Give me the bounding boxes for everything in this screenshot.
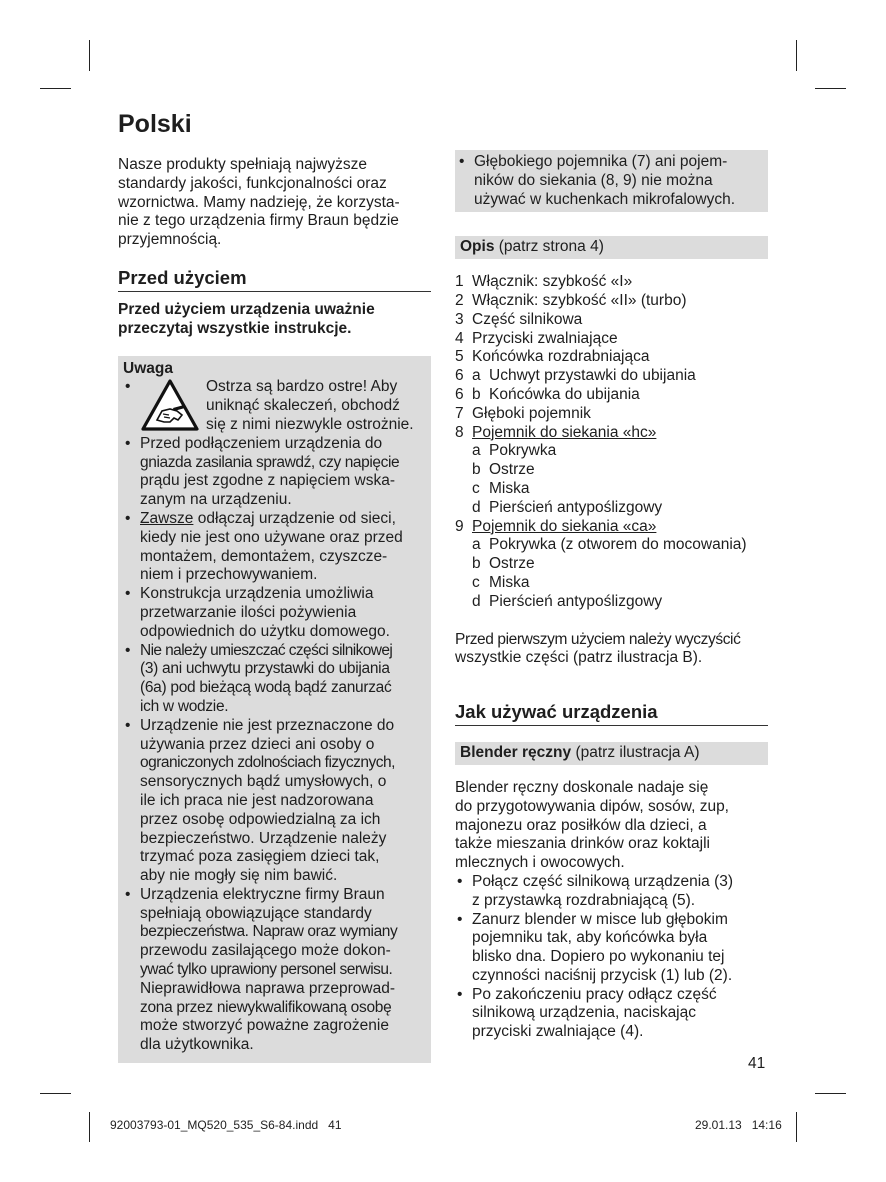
list-item: c Miska (472, 573, 530, 591)
first-use-note: Przed pierwszym użyciem należy wyczyścić wszystkie części (patrz ilustracja B). (455, 630, 741, 667)
crop-mark (796, 1112, 797, 1142)
list-item: • Połącz część silnikową urządzenia (3) z przystawką rozdrabniającą (5). (455, 873, 768, 911)
list-item: 2 Włącznik: szybkość «II» (turbo) (455, 291, 687, 309)
list-item: • Zanurz blender w misce lub głębokim pojemniku tak, aby końcówka była blisko dna. Dopiero po wykonaniu tej czynności naciśnij przycisk (1) lub (2). (455, 911, 768, 986)
crop-mark (89, 1112, 90, 1142)
blender-steps (455, 873, 768, 1042)
list-item: c Miska (472, 479, 530, 497)
list-item: 6 a Uchwyt przystawki do ubijania (455, 367, 696, 385)
right-column (455, 150, 768, 1042)
list-item: • Urządzenia elektryczne firmy Braun spełniają obowiązujące standardy bezpieczeństwa. Napraw oraz wymiany przewodu zasilającego może dokon- ywać tylko uprawiony personel serwisu. Nieprawidłowa naprawa przeprowad- zona przez niewykwalifikowaną osobę może stworzyć poważne zagrożenie dla użytkownika. (123, 886, 427, 1055)
crop-mark (815, 1093, 846, 1094)
list-item: • Nie należy umieszczać części silnikowej (3) ani uchwytu przystawki do ubijania (6a) pod bieżącą wodą bądź zanurzać ich w wodzie. (123, 642, 427, 717)
opis-reference: (patrz strona 4) (494, 238, 604, 256)
crop-mark (40, 88, 71, 89)
section-heading-przed-uzyciem: Przed użyciem (118, 266, 431, 292)
list-item: 4 Przyciski zwalniające (455, 329, 618, 347)
crop-mark (796, 40, 797, 71)
crop-mark (89, 40, 90, 71)
microwave-warning-box (455, 150, 768, 212)
list-item: d Pierścień antypoślizgowy (472, 498, 663, 516)
list-item: 5 Końcówka rozdrabniająca (455, 348, 650, 366)
list-item: • Ostrza są bardzo ostre! Aby uniknąć skaleczeń, obchodź się z nimi niezwykle ostrożnie. (123, 378, 427, 434)
warning-list (123, 378, 427, 1055)
page-title: Polski (118, 110, 192, 138)
list-item: • Przed podłączeniem urządzenia do gniazda zasilania sprawdź, czy napięcie prądu jest zgodne z napięciem wska- zanym na urządzeniu. (123, 435, 427, 510)
read-instructions-notice: Przed użyciem urządzenia uważnie przeczytaj wszystkie instrukcje. (118, 300, 375, 337)
list-item: • Zawsze odłączaj urządzenie od sieci, kiedy nie jest ono używane oraz przed montażem, demontażem, czyszcze- niem i przechowywaniem. (123, 510, 427, 585)
section-heading-jak-uzywac: Jak używać urządzenia (455, 700, 768, 726)
list-item: 9 Pojemnik do siekania «ca» (455, 517, 657, 535)
left-column (118, 110, 431, 1063)
crop-mark (40, 1093, 71, 1094)
list-item: 7 Głęboki pojemnik (455, 404, 591, 422)
blender-intro: Blender ręczny doskonale nadaje się do przygotowywania dipów, sosów, zup, majonezu oraz posiłków dla dzieci, a także mieszania drinków oraz koktajli mlecznych i owocowych. (455, 778, 729, 872)
intro-paragraph: Nasze produkty spełniają najwyższe standardy jakości, funkcjonalności oraz wzornictwa. Mamy nadzieję, że korzysta- nie z tego urządzenia firmy Braun będzie przyjemnością. (118, 156, 400, 249)
list-item: • Konstrukcja urządzenia umożliwia przetwarzanie ilości pożywienia odpowiednich do użytku domowego. (123, 585, 427, 641)
blade-hand-warning-icon (140, 378, 202, 434)
list-item: b Ostrze (472, 461, 535, 479)
list-item: 6 b Końcówka do ubijania (455, 385, 640, 403)
list-item: b Ostrze (472, 555, 535, 573)
list-item: d Pierścień antypoślizgowy (472, 592, 663, 610)
list-item: • Po zakończeniu pracy odłącz część silnikową urządzenia, naciskając przyciski zwalniające (4). (455, 986, 768, 1042)
opis-title: Opis (460, 238, 495, 256)
page-number: 41 (748, 1055, 766, 1072)
list-item: 3 Część silnikowa (455, 310, 583, 328)
warning-box (118, 356, 431, 1063)
list-item: • Urządzenie nie jest przeznaczone do używania przez dzieci ani osoby o ograniczonych zdolnościach fizycznych, sensorycznych bądź umysłowych, o ile ich praca nie jest nadzorowana przez osobę odpowiedzialną za ich bezpieczeństwo. Urządzenie należy trzymać poza zasięgiem dzieci tak, aby nie mogły się nim bawić. (123, 717, 427, 886)
list-item: a Pokrywka (z otworem do mocowania) (472, 536, 747, 554)
warning-title: Uwaga (123, 359, 173, 377)
crop-mark (815, 88, 846, 89)
footer-date: 29.01.13 14:16 (695, 1118, 782, 1132)
opis-heading-bar (455, 236, 768, 259)
blender-reference: (patrz ilustracja A) (571, 744, 700, 762)
parts-list (455, 273, 768, 611)
list-item: 8 Pojemnik do siekania «hc» (455, 423, 657, 441)
list-item: 1 Włącznik: szybkość «I» (455, 273, 633, 291)
blender-title: Blender ręczny (460, 744, 572, 762)
list-item: a Pokrywka (472, 442, 557, 460)
list-item: • Głębokiego pojemnika (7) ani pojem- ników do siekania (8, 9) nie można używać w kuchenkach mikrofalowych. (457, 153, 764, 209)
footer-file-info: 92003793-01_MQ520_535_S6-84.indd 41 (110, 1118, 342, 1132)
blender-heading-bar (455, 742, 768, 765)
